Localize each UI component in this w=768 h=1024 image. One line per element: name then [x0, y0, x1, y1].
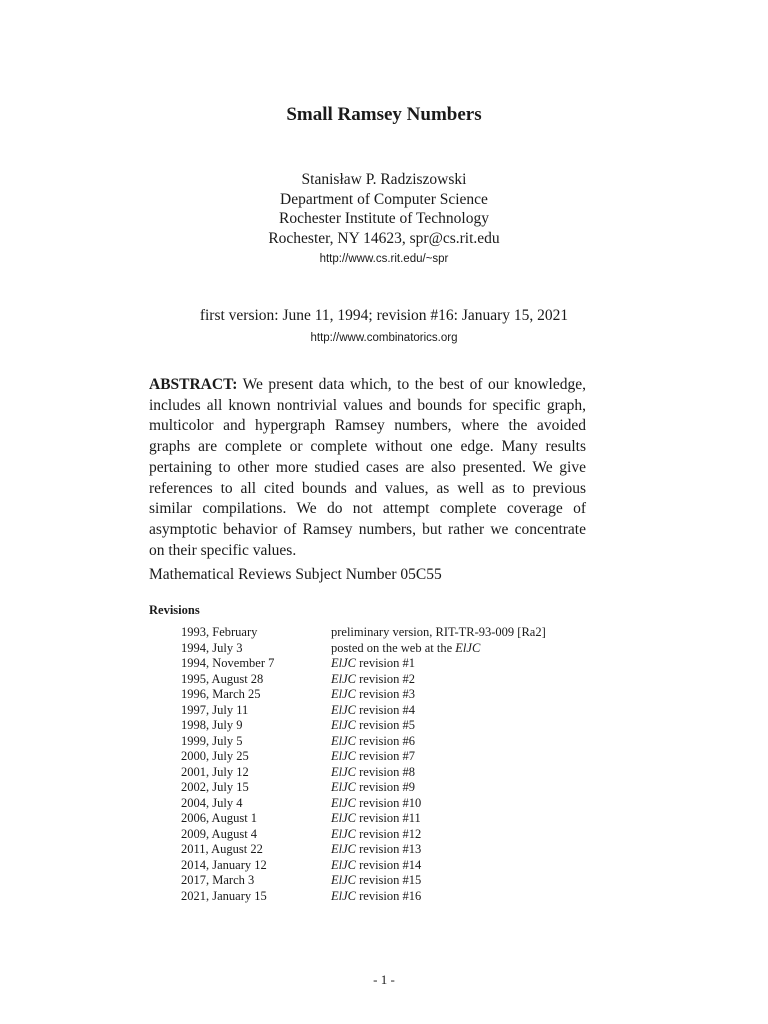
- subject-classification: Mathematical Reviews Subject Number 05C55: [149, 566, 442, 583]
- revision-text: revision #15: [356, 873, 422, 887]
- table-row: [181, 656, 546, 672]
- revision-date: 2000, July 25: [181, 749, 249, 763]
- table-row: [181, 765, 546, 781]
- abstract-text: We present data which, to the best of our knowledge, includes all known nontrivial values and bounds for specific graph, multicolor and hypergraph Ramsey numbers, where the avoided graphs are complete or complete without one edge. Many results pertaining to other more studied cases are also presented. We give references to all cited bounds and values, as well as to previous similar compilations. We do not attempt complete coverage of asymptotic behavior of Ramsey numbers, but rather we concentrate on their specific values.: [149, 376, 586, 559]
- journal-abbrev: ElJC: [331, 671, 356, 686]
- revision-description: [331, 734, 546, 750]
- revision-date: 2006, August 1: [181, 811, 258, 825]
- revision-description: [331, 641, 546, 657]
- journal-abbrev: ElJC: [331, 764, 356, 779]
- table-row: [181, 796, 546, 812]
- revision-description: [331, 827, 546, 843]
- author-institution: Rochester Institute of Technology: [279, 210, 489, 228]
- revision-text: revision #12: [356, 826, 422, 841]
- journal-abbrev: ElJC: [331, 702, 356, 717]
- table-row: [181, 718, 546, 734]
- revision-text: preliminary version, RIT-TR-93-009 [Ra2]: [331, 625, 546, 639]
- revision-description: [331, 811, 546, 827]
- revisions-table: [181, 625, 546, 904]
- revision-text: revision #3: [356, 687, 416, 701]
- journal-abbrev: ElJC: [331, 733, 356, 748]
- revision-date: 1996, March 25: [181, 687, 261, 701]
- revision-description: [331, 687, 546, 703]
- revision-date: 1995, August 28: [181, 671, 264, 686]
- table-row: [181, 641, 546, 657]
- revision-description: [331, 672, 546, 688]
- revision-text: revision #11: [356, 811, 421, 825]
- revision-description: [331, 625, 546, 641]
- revision-date: 1998, July 9: [181, 718, 243, 732]
- revision-date: 2021, January 15: [181, 888, 267, 903]
- revision-date: 1994, July 3: [181, 640, 243, 655]
- revision-text: revision #8: [356, 764, 416, 779]
- revision-description: [331, 749, 546, 765]
- author-address: Rochester, NY 14623, spr@cs.rit.edu: [268, 230, 500, 248]
- abstract-label: ABSTRACT:: [149, 376, 238, 393]
- revision-text: revision #14: [356, 857, 422, 872]
- revision-text: revision #1: [356, 656, 416, 670]
- revision-description: [331, 703, 546, 719]
- revision-description: [331, 889, 546, 905]
- version-line: first version: June 11, 1994; revision #16: January 15, 2021: [199, 307, 569, 324]
- journal-abbrev: ElJC: [331, 718, 356, 732]
- author-name: Stanisław P. Radziszowski: [301, 171, 467, 188]
- revision-text: revision #10: [356, 795, 422, 810]
- journal-abbrev: ElJC: [455, 640, 481, 655]
- table-row: [181, 734, 546, 750]
- journal-abbrev: ElJC: [331, 826, 356, 841]
- author-department: Department of Computer Science: [280, 190, 488, 208]
- revision-text: revision #16: [356, 888, 422, 903]
- revision-description: [331, 656, 546, 672]
- journal-abbrev: ElJC: [331, 656, 356, 670]
- revision-date: 1999, July 5: [181, 733, 243, 748]
- journal-abbrev: ElJC: [331, 687, 356, 701]
- revision-date: 2017, March 3: [181, 873, 255, 887]
- revision-date: 1994, November 7: [181, 656, 275, 670]
- table-row: [181, 858, 546, 874]
- version-block: [0, 306, 768, 348]
- revision-text: posted on the web at the: [331, 640, 456, 655]
- author-block: [0, 170, 768, 270]
- revision-text: revision #6: [356, 733, 416, 748]
- revision-description: [331, 796, 546, 812]
- revision-description: [331, 718, 546, 734]
- revision-text: revision #7: [356, 749, 416, 763]
- revision-description: [331, 765, 546, 781]
- journal-abbrev: ElJC: [331, 749, 356, 763]
- revision-date: 2002, July 15: [181, 780, 249, 794]
- revision-text: revision #13: [356, 842, 422, 856]
- table-row: [181, 780, 546, 796]
- table-row: [181, 703, 546, 719]
- revision-date: 2011, August 22: [181, 842, 263, 856]
- table-row: [181, 749, 546, 765]
- revision-text: revision #9: [356, 780, 416, 794]
- journal-link[interactable]: http://www.combinatorics.org: [310, 332, 458, 344]
- table-row: [181, 672, 546, 688]
- table-row: [181, 811, 546, 827]
- paper-title: Small Ramsey Numbers: [286, 104, 482, 125]
- revision-date: 1997, July 11: [181, 702, 249, 717]
- revision-text: revision #4: [356, 702, 416, 717]
- page-number: - 1 -: [373, 972, 395, 987]
- revision-description: [331, 842, 546, 858]
- journal-abbrev: ElJC: [331, 873, 356, 887]
- revision-description: [331, 858, 546, 874]
- journal-abbrev: ElJC: [331, 857, 356, 872]
- revision-date: 1993, February: [181, 625, 258, 639]
- revision-description: [331, 873, 546, 889]
- revision-date: 2014, January 12: [181, 857, 267, 872]
- table-row: [181, 842, 546, 858]
- journal-abbrev: ElJC: [331, 780, 356, 794]
- journal-abbrev: ElJC: [331, 842, 356, 856]
- revision-text: revision #5: [356, 718, 416, 732]
- revision-date: 2001, July 12: [181, 764, 249, 779]
- revision-date: 2009, August 4: [181, 826, 258, 841]
- table-row: [181, 625, 546, 641]
- table-row: [181, 873, 546, 889]
- journal-abbrev: ElJC: [331, 888, 356, 903]
- revision-date: 2004, July 4: [181, 795, 243, 810]
- revisions-heading: Revisions: [149, 603, 200, 617]
- journal-abbrev: ElJC: [331, 795, 356, 810]
- revision-description: [331, 780, 546, 796]
- table-row: [181, 889, 546, 905]
- journal-abbrev: ElJC: [331, 811, 356, 825]
- author-homepage-link[interactable]: http://www.cs.rit.edu/~spr: [319, 252, 449, 265]
- abstract: [149, 375, 586, 561]
- revision-text: revision #2: [356, 671, 416, 686]
- table-row: [181, 827, 546, 843]
- table-row: [181, 687, 546, 703]
